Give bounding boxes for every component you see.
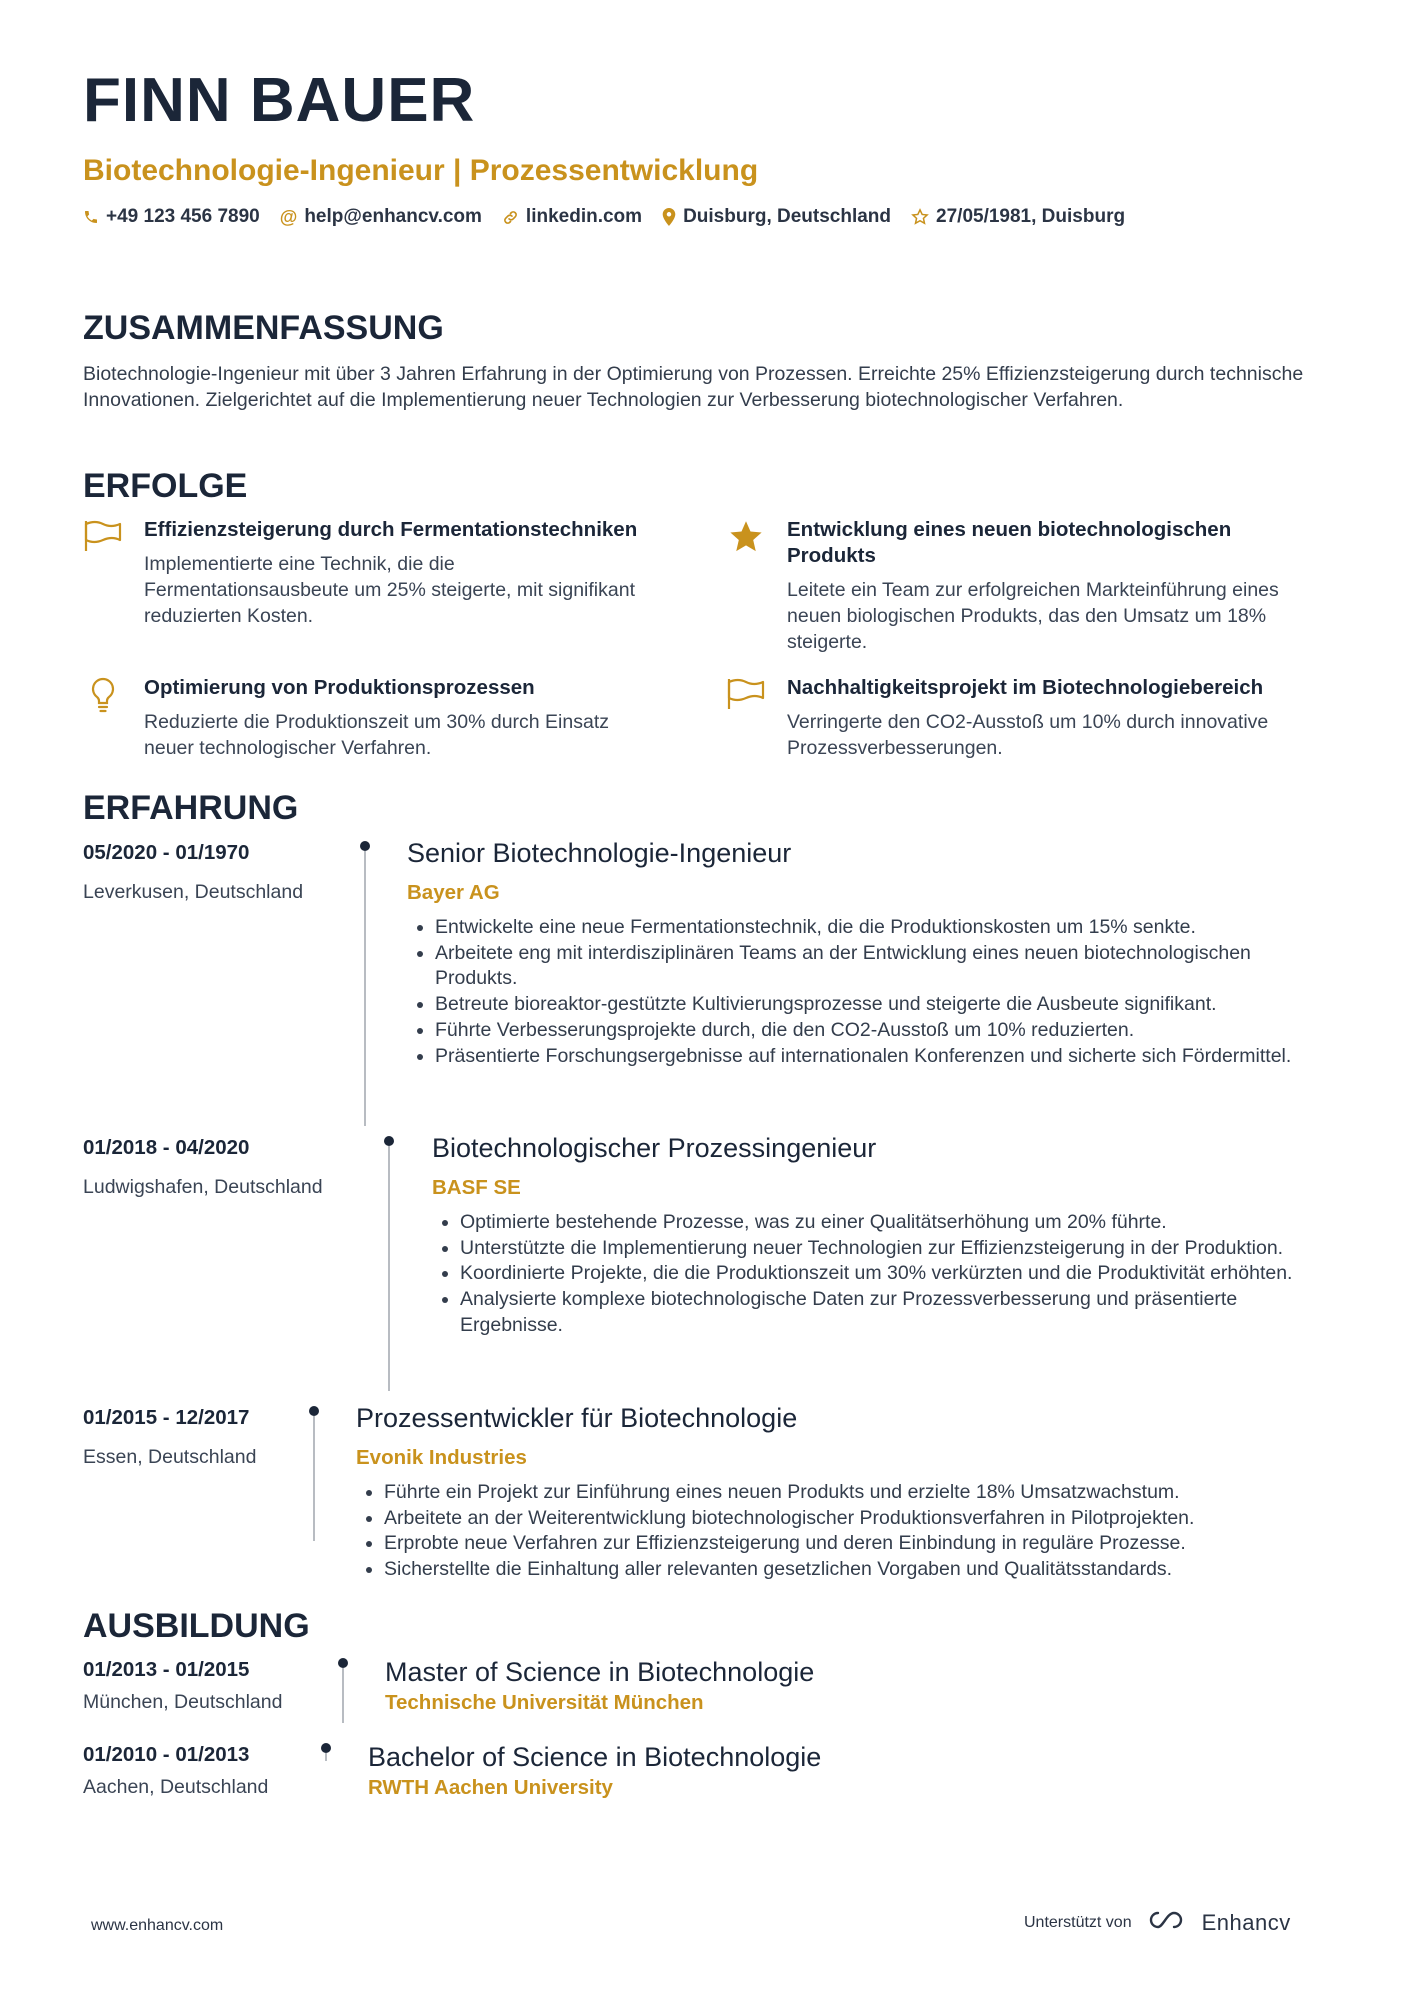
job-location: Essen, Deutschland <box>83 1446 257 1468</box>
job-bullet: • Führte ein Projekt zur Einführung eines neuen Produkts und erzielte 18% Umsatzwachstum. <box>384 1480 1361 1506</box>
education-heading: AUSBILDUNG <box>83 1607 310 1645</box>
education-date: 01/2013 - 01/2015 <box>83 1658 250 1681</box>
footer-website[interactable]: www.enhancv.com <box>91 1917 224 1934</box>
achievement-desc: Implementierte eine Technik, die die Fermentationsausbeute um 25% steigerte, mit signifikant reduzierten Kosten. <box>144 553 635 628</box>
contact-phone[interactable] <box>83 206 260 228</box>
job-location: Leverkusen, Deutschland <box>83 881 304 903</box>
job-bullet: • Analysierte komplexe biotechnologische Daten zur Prozessverbesserung und präsentierte Ergebnisse. <box>460 1287 1340 1338</box>
timeline-line <box>325 1753 327 1761</box>
timeline-dot <box>384 1136 394 1146</box>
timeline-dot <box>360 841 370 851</box>
timeline-dot <box>338 1658 348 1668</box>
job-bullet: • Koordinierte Projekte, die die Produktionszeit um 30% verkürzten und die Produktivität erhöhten. <box>460 1261 1340 1287</box>
job-bullet: • Präsentierte Forschungsergebnisse auf internationalen Konferenzen und sicherte sich Fördermittel. <box>435 1044 1335 1070</box>
job-location: Ludwigshafen, Deutschland <box>83 1176 323 1198</box>
contact-linkedin[interactable] <box>502 206 642 228</box>
job-bullet: • Arbeitete eng mit interdisziplinären Teams an der Entwicklung eines neuen biotechnologischen Produkts. <box>435 941 1335 992</box>
achievement-title: Entwicklung eines neuen biotechnologischen Produkts <box>787 518 1232 568</box>
contact-bar <box>83 206 1333 228</box>
star-outline-icon <box>911 208 929 226</box>
achievement-title: Optimierung von Produktionsprozessen <box>144 676 535 700</box>
job-date: 05/2020 - 01/1970 <box>83 841 250 864</box>
education-degree: Master of Science in Biotechnologie <box>385 1657 815 1687</box>
job-company: BASF SE <box>432 1176 521 1199</box>
job-bullet: • Erprobte neue Verfahren zur Effizienzsteigerung und deren Einbindung in reguläre Prozesse. <box>384 1531 1361 1557</box>
enhancv-brand[interactable]: Enhancv <box>1201 1909 1291 1935</box>
footer-branding <box>1024 1908 1291 1937</box>
education-school: RWTH Aachen University <box>368 1776 613 1799</box>
education-location: München, Deutschland <box>83 1691 283 1713</box>
timeline-line <box>313 1416 315 1541</box>
achievement-title: Effizienzsteigerung durch Fermentationstechniken <box>144 518 638 542</box>
job-bullet: • Entwickelte eine neue Fermentationstechnik, die die Produktionskosten um 15% senkte. <box>435 915 1335 941</box>
experience-section <box>83 789 1333 1581</box>
achievements-heading: ERFOLGE <box>83 467 248 505</box>
job-bullets <box>432 1210 1340 1339</box>
contact-location <box>662 206 891 228</box>
education-degree: Bachelor of Science in Biotechnologie <box>368 1742 822 1772</box>
lightbulb-icon <box>83 677 123 713</box>
achievement-desc: Reduzierte die Produktionszeit um 30% durch Einsatz neuer technologischer Verfahren. <box>144 711 609 760</box>
contact-email[interactable] <box>280 206 482 228</box>
job-date: 01/2018 - 04/2020 <box>83 1136 250 1159</box>
education-date: 01/2010 - 01/2013 <box>83 1743 250 1766</box>
job-role: Prozessentwickler für Biotechnologie <box>356 1403 798 1433</box>
job-bullets <box>407 915 1335 1069</box>
education-location: Aachen, Deutschland <box>83 1776 269 1798</box>
contact-birth <box>911 206 1125 228</box>
timeline-line <box>388 1146 390 1391</box>
link-icon <box>502 209 519 226</box>
timeline-dot <box>309 1406 319 1416</box>
experience-heading: ERFAHRUNG <box>83 789 299 827</box>
achievement-item <box>83 517 643 629</box>
job-bullet: • Sicherstellte die Einhaltung aller relevanten gesetzlichen Vorgaben und Qualitätsstandards. <box>384 1557 1361 1583</box>
job-date: 01/2015 - 12/2017 <box>83 1406 250 1429</box>
job-bullet: • Betreute bioreaktor-gestützte Kultivierungsprozesse und steigerte die Ausbeute signifikant. <box>435 992 1335 1018</box>
achievements-grid <box>83 517 1333 767</box>
job-company: Bayer AG <box>407 881 500 904</box>
job-bullet: • Unterstützte die Implementierung neuer Technologien zur Effizienzsteigerung in der Produktion. <box>460 1236 1340 1262</box>
achievement-item <box>726 517 1286 655</box>
birth-text: 27/05/1981, Duisburg <box>936 206 1126 227</box>
at-icon: @ <box>279 206 298 227</box>
location-text: Duisburg, Deutschland <box>683 206 892 227</box>
achievement-item <box>726 675 1286 761</box>
summary-text: Biotechnologie-Ingenieur mit über 3 Jahren Erfahrung in der Optimierung von Prozessen. Erreichte 25% Effizienzsteigerung durch technische Innovationen. Zielgerichtet auf die Implementierung neuer Technologien zur Verbesserung biotechnologischer Verfahren. <box>83 363 1304 412</box>
job-bullet: • Führte Verbesserungsprojekte durch, die den CO2-Ausstoß um 10% reduzierten. <box>435 1018 1335 1044</box>
powered-by-text: Unterstützt von <box>1024 1913 1132 1931</box>
summary-heading: ZUSAMMENFASSUNG <box>83 309 444 347</box>
achievements-section <box>83 468 1333 767</box>
summary-section <box>83 310 1333 413</box>
linkedin-text: linkedin.com <box>525 206 643 227</box>
star-icon <box>726 519 766 555</box>
job-bullet: • Arbeitete an der Weiterentwicklung biotechnologischer Produktionsverfahren in Pilotprojekten. <box>384 1506 1361 1532</box>
candidate-title: Biotechnologie-Ingenieur | Prozessentwicklung <box>83 154 759 187</box>
achievement-desc: Verringerte den CO2-Ausstoß um 10% durch innovative Prozessverbesserungen. <box>787 711 1269 760</box>
achievement-title: Nachhaltigkeitsprojekt im Biotechnologiebereich <box>787 676 1264 700</box>
job-bullets <box>356 1480 1361 1583</box>
phone-text: +49 123 456 7890 <box>106 206 260 227</box>
job-role: Senior Biotechnologie-Ingenieur <box>407 838 792 868</box>
timeline-line <box>364 851 366 1126</box>
achievement-desc: Leitete ein Team zur erfolgreichen Markteinführung eines neuen biologischen Produkts, das den Umsatz um 18% steigerte. <box>787 579 1279 654</box>
job-company: Evonik Industries <box>356 1446 527 1469</box>
education-section <box>83 1607 1333 1799</box>
education-school: Technische Universität München <box>385 1691 704 1714</box>
enhancv-logo-icon <box>1144 1908 1190 1937</box>
flag-icon <box>83 519 123 555</box>
email-text: help@enhancv.com <box>304 206 482 227</box>
job-bullet: • Optimierte bestehende Prozesse, was zu einer Qualitätserhöhung um 20% führte. <box>460 1210 1340 1236</box>
phone-icon <box>83 209 99 225</box>
resume-page <box>83 66 1333 1799</box>
timeline-line <box>342 1668 344 1723</box>
achievement-item <box>83 675 643 761</box>
candidate-name: FINN BAUER <box>83 66 476 135</box>
location-pin-icon <box>662 208 676 226</box>
job-role: Biotechnologischer Prozessingenieur <box>432 1133 877 1163</box>
timeline-dot <box>321 1743 331 1753</box>
flag-icon <box>726 677 766 713</box>
